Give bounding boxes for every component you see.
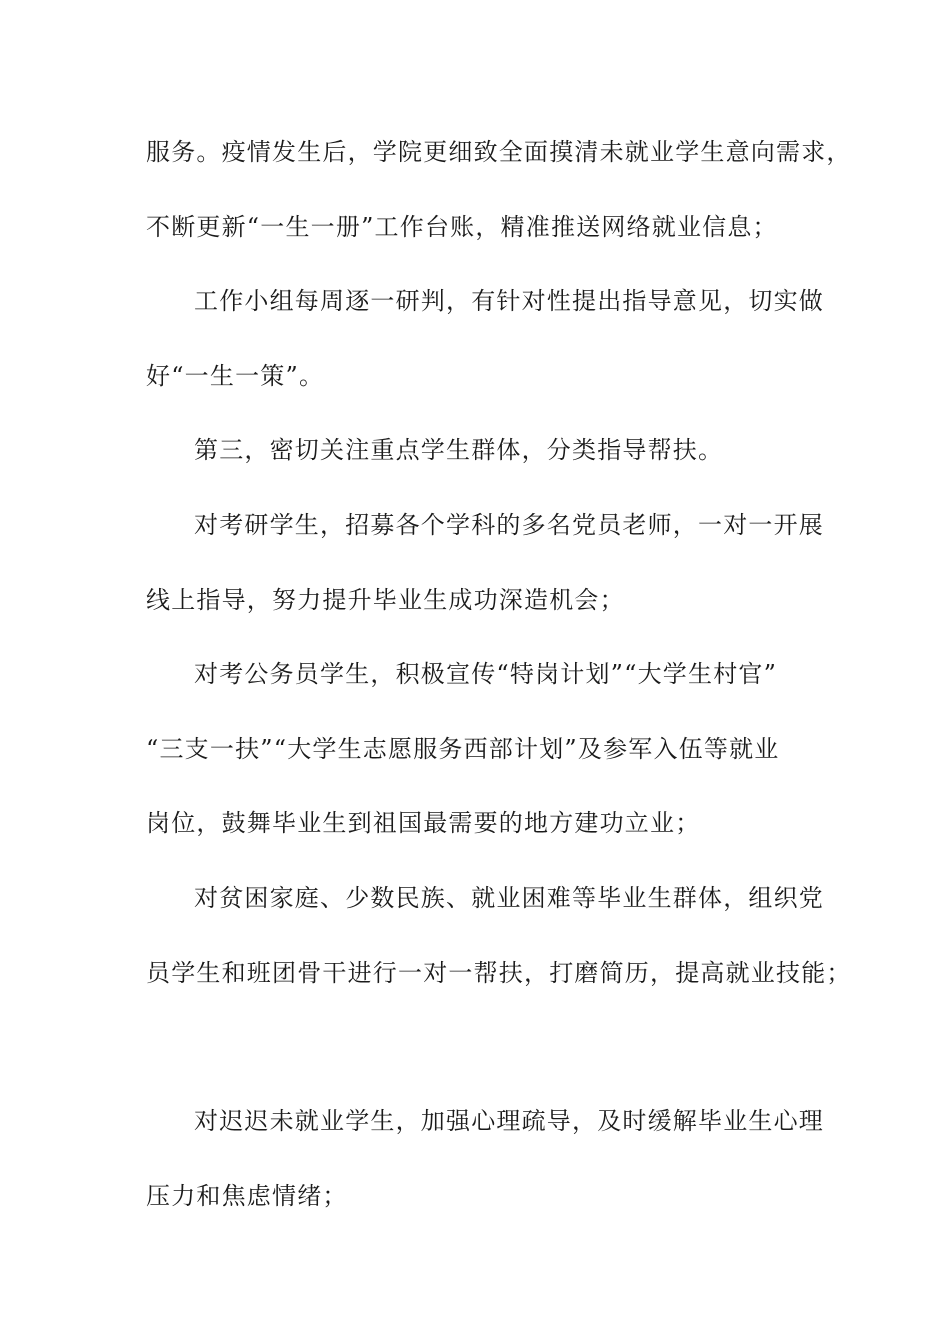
text-line: “三支一扶”“大学生志愿服务西部计划”及参军入伍等就业 — [146, 735, 780, 763]
text-line: 压力和焦虑情绪； — [146, 1182, 348, 1210]
text-line: 好“一生一策”。 — [146, 362, 325, 390]
text-line: 不断更新“一生一册”工作台账，精准推送网络就业信息； — [146, 213, 778, 241]
paragraph-first-line: 对贫困家庭、少数民族、就业困难等毕业生群体，组织党 — [194, 884, 824, 912]
section-heading: 第三，密切关注重点学生群体，分类指导帮扶。 — [194, 436, 724, 464]
paragraph-first-line: 对考公务员学生，积极宣传“特岗计划”“大学生村官” — [194, 660, 778, 688]
text-line: 员学生和班团骨干进行一对一帮扶，打磨简历，提高就业技能； — [146, 959, 852, 987]
paragraph-first-line: 对迟迟未就业学生，加强心理疏导，及时缓解毕业生心理 — [194, 1107, 824, 1135]
text-line: 岗位，鼓舞毕业生到祖国最需要的地方建功立业； — [146, 809, 701, 837]
text-line: 服务。疫情发生后，学院更细致全面摸清未就业学生意向需求， — [146, 138, 852, 166]
text-line: 线上指导，努力提升毕业生成功深造机会； — [146, 586, 625, 614]
paragraph-first-line: 工作小组每周逐一研判，有针对性提出指导意见，切实做 — [194, 287, 824, 315]
paragraph-first-line: 对考研学生，招募各个学科的多名党员老师，一对一开展 — [194, 511, 824, 539]
